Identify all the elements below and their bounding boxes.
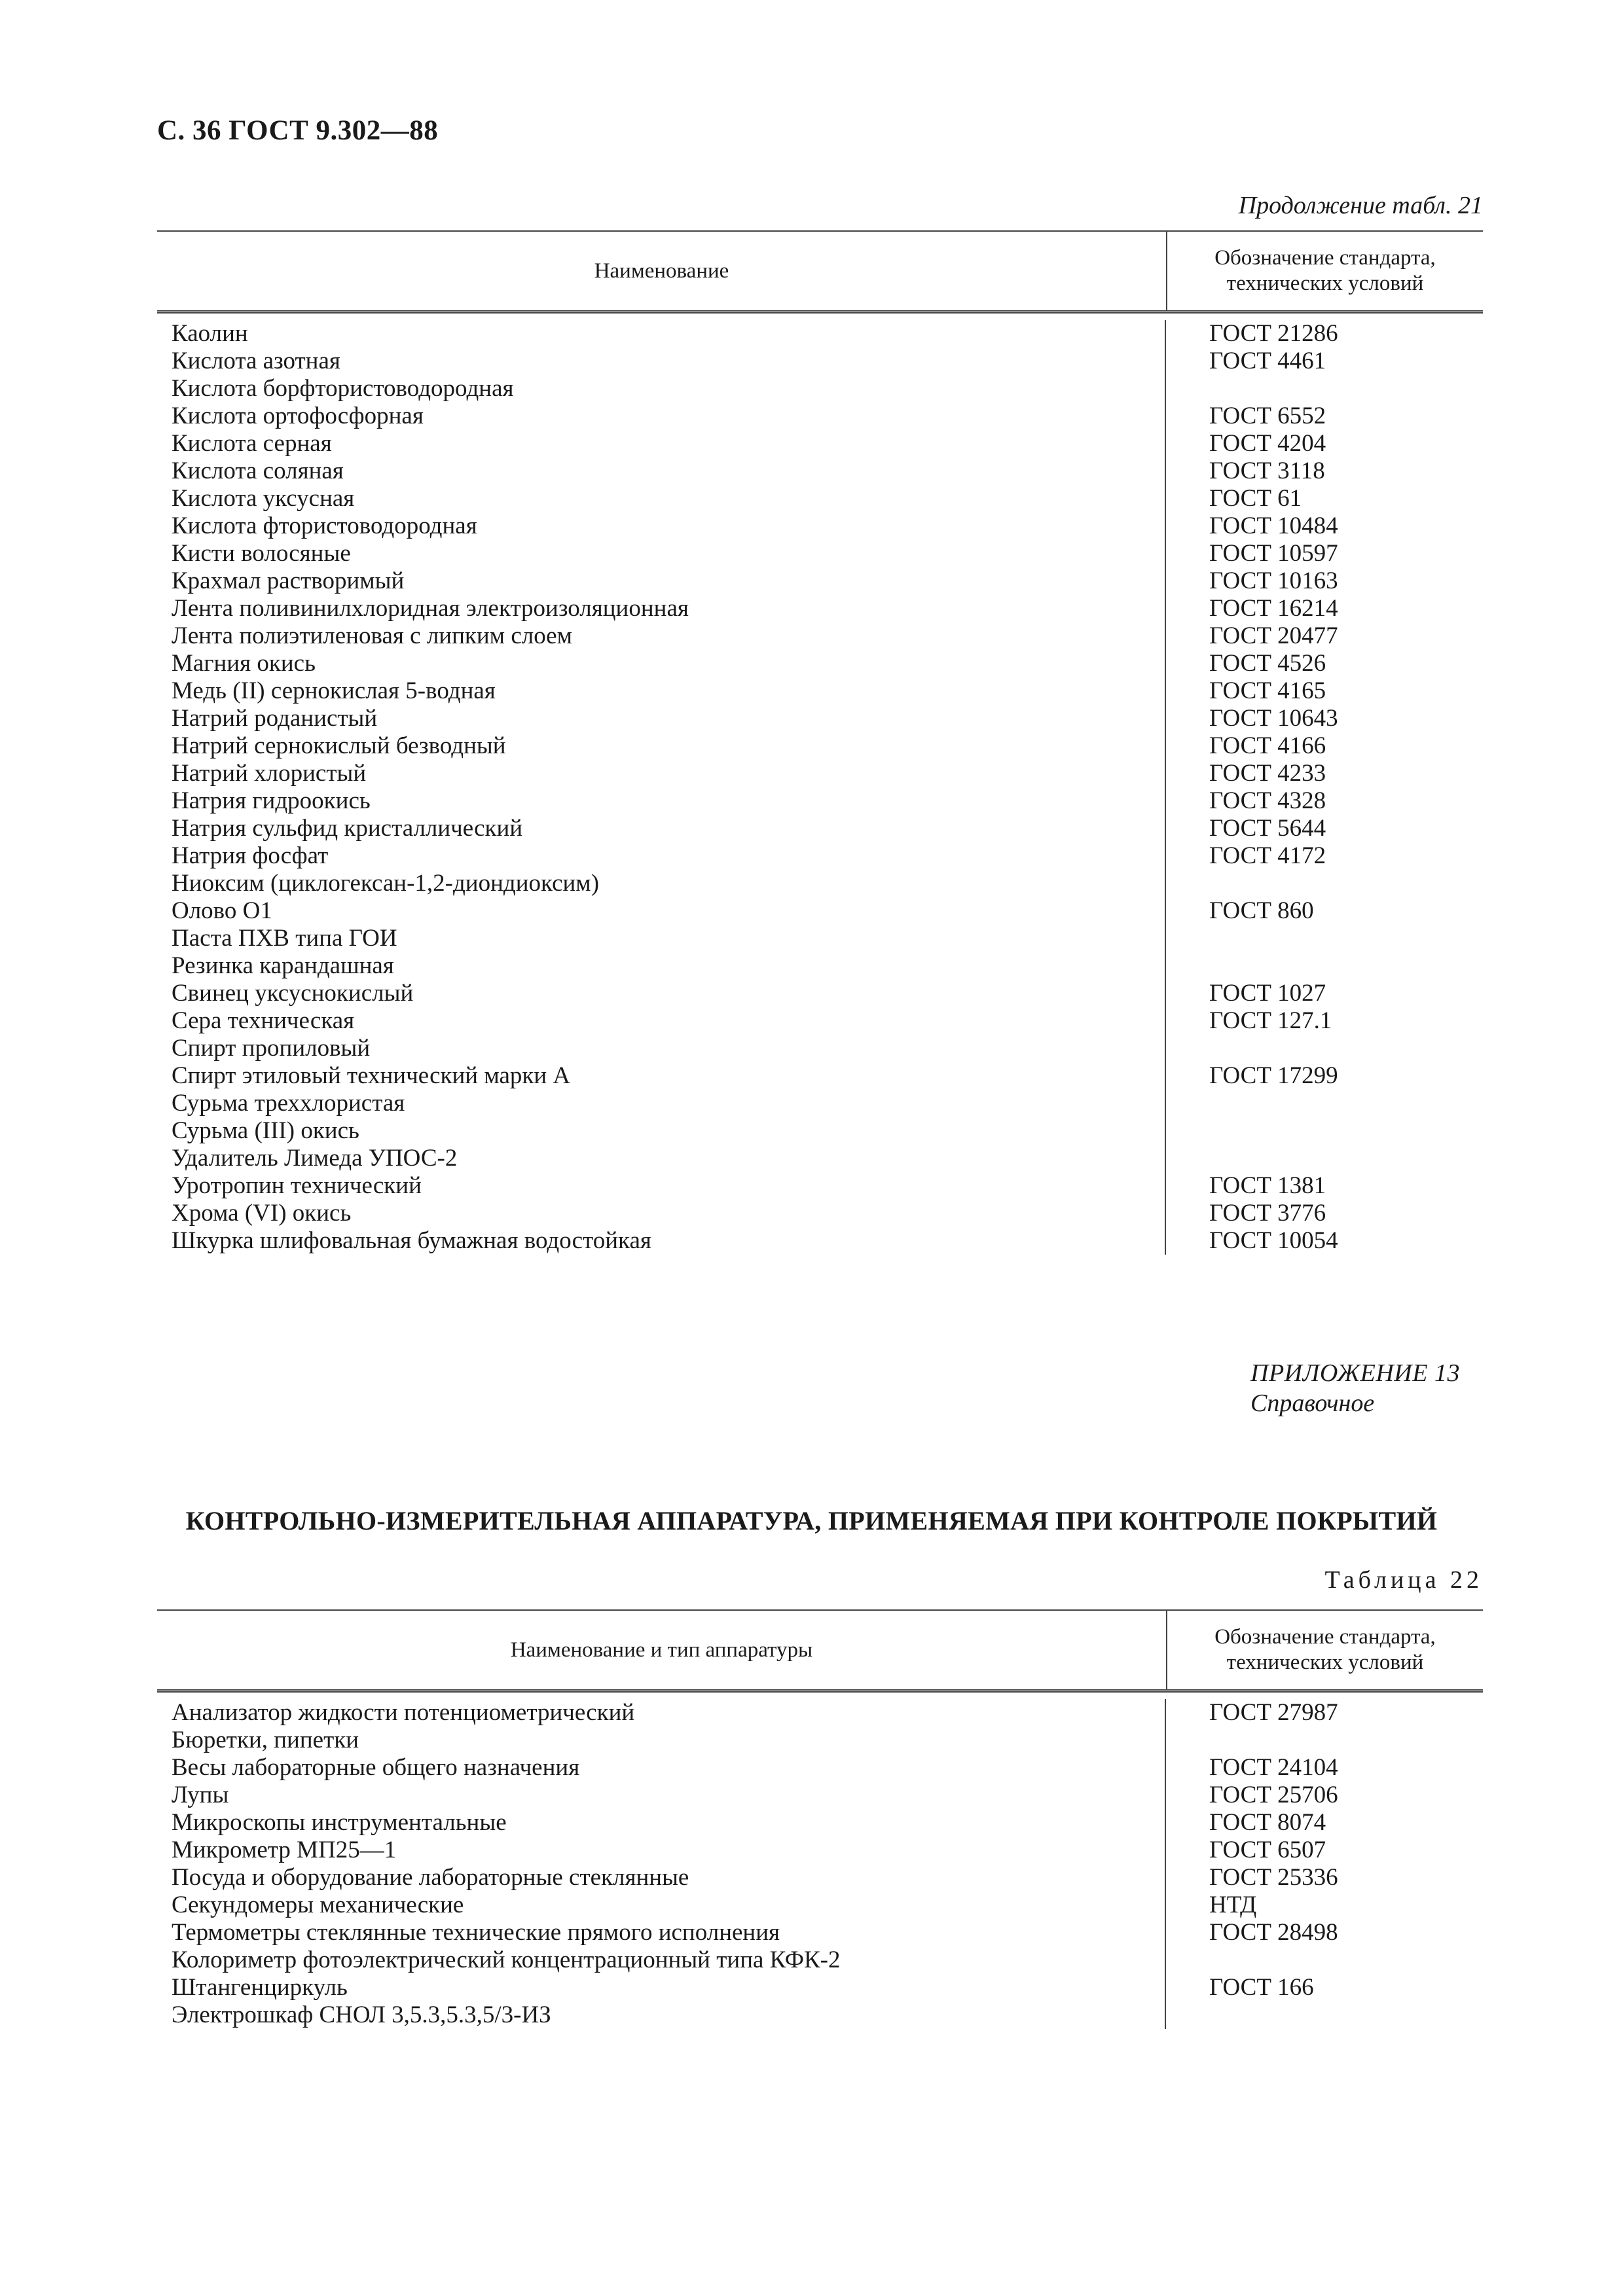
cell-standard: ГОСТ 24104 — [1209, 1754, 1338, 1781]
cell-name: Кислота ортофосфорная — [157, 403, 1166, 430]
table-row — [157, 842, 1483, 870]
cell-standard: ГОСТ 4233 — [1209, 760, 1326, 787]
cell-name: Удалитель Лимеда УПОС-2 — [157, 1145, 1166, 1172]
cell-name: Кислота фтористоводородная — [157, 512, 1166, 540]
column-header-standard-line2: технических условий — [1226, 272, 1424, 295]
table-row — [157, 430, 1483, 457]
table-row — [157, 348, 1483, 375]
cell-standard: ГОСТ 1381 — [1209, 1172, 1326, 1199]
cell-name: Натрия гидроокись — [157, 787, 1166, 815]
table-row — [157, 1145, 1483, 1172]
table-row — [157, 1035, 1483, 1062]
cell-standard — [1166, 925, 1483, 952]
cell-standard: ГОСТ 3118 — [1209, 457, 1325, 484]
table-row — [157, 732, 1483, 760]
cell-standard: ГОСТ 6507 — [1209, 1837, 1326, 1863]
table-row — [157, 540, 1483, 567]
column-header-standard-line1: Обозначение стандарта, — [1214, 246, 1436, 270]
cell-standard — [1166, 1946, 1483, 1974]
cell-name: Кислота соляная — [157, 457, 1166, 485]
cell-name: Спирт пропиловый — [157, 1035, 1166, 1062]
table-row — [157, 815, 1483, 842]
table-row — [157, 925, 1483, 952]
cell-name: Крахмал растворимый — [157, 567, 1166, 595]
cell-name: Секундомеры механические — [157, 1892, 1166, 1919]
table-row — [157, 897, 1483, 925]
table-row — [157, 1090, 1483, 1117]
cell-standard: ГОСТ 860 — [1209, 897, 1314, 924]
cell-standard: ГОСТ 3776 — [1209, 1200, 1326, 1227]
appendix-number: ПРИЛОЖЕНИЕ 13 — [1250, 1359, 1460, 1387]
table-row — [157, 980, 1483, 1007]
cell-name: Уротропин технический — [157, 1172, 1166, 1200]
table-row — [157, 1809, 1483, 1837]
table-row — [157, 1974, 1483, 2001]
table-row — [157, 595, 1483, 622]
cell-standard: ГОСТ 25706 — [1209, 1782, 1338, 1808]
cell-name: Хрома (VI) окись — [157, 1200, 1166, 1227]
cell-standard: ГОСТ 21286 — [1209, 320, 1338, 347]
page-header: С. 36 ГОСТ 9.302—88 — [157, 115, 439, 146]
table-row — [157, 952, 1483, 980]
table-row — [157, 1699, 1483, 1727]
column-header-name: Наименование и тип аппаратуры — [157, 1611, 1167, 1689]
table-row — [157, 1892, 1483, 1919]
cell-standard: ГОСТ 4526 — [1209, 650, 1326, 677]
table-row — [157, 512, 1483, 540]
cell-name: Штангенциркуль — [157, 1974, 1166, 2001]
cell-name: Анализатор жидкости потенциометрический — [157, 1699, 1166, 1727]
column-header-standard — [1167, 1611, 1483, 1689]
table-row — [157, 787, 1483, 815]
cell-standard: ГОСТ 127.1 — [1209, 1007, 1332, 1034]
cell-standard: ГОСТ 10484 — [1209, 512, 1338, 539]
table-row — [157, 567, 1483, 595]
cell-name: Олово О1 — [157, 897, 1166, 925]
table-row — [157, 1200, 1483, 1227]
table-row — [157, 2001, 1483, 2029]
cell-name: Сера техническая — [157, 1007, 1166, 1035]
cell-name: Натрий хлористый — [157, 760, 1166, 787]
cell-name: Сурьма треххлористая — [157, 1090, 1166, 1117]
cell-standard: ГОСТ 4172 — [1209, 842, 1326, 869]
cell-name: Кисти волосяные — [157, 540, 1166, 567]
cell-standard: ГОСТ 27987 — [1209, 1699, 1338, 1726]
cell-name: Свинец уксуснокислый — [157, 980, 1166, 1007]
table-22-label: Таблица 22 — [1324, 1566, 1483, 1594]
table-row — [157, 1782, 1483, 1809]
table-row — [157, 1864, 1483, 1892]
cell-standard — [1166, 375, 1483, 403]
appendix-type: Справочное — [1250, 1390, 1375, 1417]
cell-standard: ГОСТ 25336 — [1209, 1864, 1338, 1891]
table-row — [157, 622, 1483, 650]
cell-name: Лупы — [157, 1782, 1166, 1809]
table-row — [157, 1727, 1483, 1754]
table-row — [157, 320, 1483, 348]
table-row — [157, 1007, 1483, 1035]
cell-name: Кислота азотная — [157, 348, 1166, 375]
cell-standard: ГОСТ 4461 — [1209, 348, 1326, 374]
cell-name: Бюретки, пипетки — [157, 1727, 1166, 1754]
table-row — [157, 375, 1483, 403]
table-row — [157, 760, 1483, 787]
table-row — [157, 1227, 1483, 1255]
cell-standard — [1166, 2001, 1483, 2029]
cell-standard — [1166, 1090, 1483, 1117]
column-header-name: Наименование — [157, 232, 1167, 310]
cell-standard: ГОСТ 6552 — [1209, 403, 1326, 429]
cell-standard: ГОСТ 4165 — [1209, 677, 1326, 704]
cell-name: Ниоксим (циклогексан-1,2-диондиоксим) — [157, 870, 1166, 897]
table-body — [157, 314, 1483, 1255]
cell-standard: НТД — [1209, 1892, 1257, 1918]
cell-standard: ГОСТ 10054 — [1209, 1227, 1338, 1254]
cell-standard: ГОСТ 4328 — [1209, 787, 1326, 814]
cell-name: Весы лабораторные общего назначения — [157, 1754, 1166, 1782]
table-22 — [157, 1609, 1483, 2029]
table-row — [157, 403, 1483, 430]
cell-standard — [1166, 1145, 1483, 1172]
cell-name: Микроскопы инструментальные — [157, 1809, 1166, 1837]
table-row — [157, 870, 1483, 897]
cell-standard — [1166, 870, 1483, 897]
cell-name: Электрошкаф СНОЛ 3,5.3,5.3,5/3-ИЗ — [157, 2001, 1166, 2029]
table-row — [157, 485, 1483, 512]
cell-name: Каолин — [157, 320, 1166, 348]
cell-name: Кислота уксусная — [157, 485, 1166, 512]
table-row — [157, 457, 1483, 485]
cell-standard: ГОСТ 10597 — [1209, 540, 1338, 567]
cell-name: Лента полиэтиленовая с липким слоем — [157, 622, 1166, 650]
column-header-standard — [1167, 232, 1483, 310]
cell-standard: ГОСТ 166 — [1209, 1974, 1314, 2001]
cell-standard: ГОСТ 16214 — [1209, 595, 1338, 622]
cell-name: Лента поливинилхлоридная электроизоляционная — [157, 595, 1166, 622]
cell-name: Кислота борфтористоводородная — [157, 375, 1166, 403]
cell-standard: ГОСТ 20477 — [1209, 622, 1338, 649]
cell-standard: ГОСТ 5644 — [1209, 815, 1326, 842]
table-body — [157, 1693, 1483, 2029]
cell-standard: ГОСТ 17299 — [1209, 1062, 1338, 1089]
cell-standard: ГОСТ 61 — [1209, 485, 1302, 512]
cell-name: Кислота серная — [157, 430, 1166, 457]
table-row — [157, 1754, 1483, 1782]
section-title: КОНТРОЛЬНО-ИЗМЕРИТЕЛЬНАЯ АППАРАТУРА, ПРИМЕНЯЕМАЯ ПРИ КОНТРОЛЕ ПОКРЫТИЙ — [185, 1506, 1438, 1535]
cell-name: Колориметр фотоэлектрический концентрационный типа КФК-2 — [157, 1946, 1166, 1974]
table-row — [157, 1062, 1483, 1090]
cell-name: Натрий роданистый — [157, 705, 1166, 732]
cell-standard — [1166, 1727, 1483, 1754]
cell-name: Сурьма (III) окись — [157, 1117, 1166, 1145]
table-row — [157, 677, 1483, 705]
cell-standard — [1166, 952, 1483, 980]
cell-standard: ГОСТ 4204 — [1209, 430, 1326, 457]
cell-name: Микрометр МП25—1 — [157, 1837, 1166, 1864]
cell-name: Магния окись — [157, 650, 1166, 677]
table-row — [157, 1172, 1483, 1200]
cell-name: Резинка карандашная — [157, 952, 1166, 980]
cell-standard: ГОСТ 4166 — [1209, 732, 1326, 759]
table-21 — [157, 230, 1483, 1255]
table-row — [157, 1837, 1483, 1864]
table-row — [157, 1117, 1483, 1145]
cell-standard: ГОСТ 28498 — [1209, 1919, 1338, 1946]
table-row — [157, 705, 1483, 732]
cell-name: Посуда и оборудование лабораторные стеклянные — [157, 1864, 1166, 1892]
cell-standard: ГОСТ 1027 — [1209, 980, 1326, 1007]
cell-name: Термометры стеклянные технические прямого исполнения — [157, 1919, 1166, 1946]
cell-standard: ГОСТ 8074 — [1209, 1809, 1326, 1836]
appendix-heading — [1250, 1358, 1460, 1418]
cell-name: Медь (II) сернокислая 5-водная — [157, 677, 1166, 705]
column-header-standard-line1: Обозначение стандарта, — [1214, 1625, 1436, 1649]
table-continuation-label: Продолжение табл. 21 — [1238, 192, 1483, 219]
table-header — [157, 230, 1483, 314]
cell-standard: ГОСТ 10643 — [1209, 705, 1338, 732]
cell-standard — [1166, 1117, 1483, 1145]
cell-name: Спирт этиловый технический марки А — [157, 1062, 1166, 1090]
cell-name: Паста ПХВ типа ГОИ — [157, 925, 1166, 952]
cell-standard: ГОСТ 10163 — [1209, 567, 1338, 594]
cell-name: Натрий сернокислый безводный — [157, 732, 1166, 760]
cell-name: Натрия фосфат — [157, 842, 1166, 870]
table-row — [157, 1946, 1483, 1974]
column-header-standard-line2: технических условий — [1226, 1651, 1424, 1674]
cell-standard — [1166, 1035, 1483, 1062]
table-row — [157, 650, 1483, 677]
cell-name: Шкурка шлифовальная бумажная водостойкая — [157, 1227, 1166, 1255]
table-header — [157, 1609, 1483, 1693]
table-row — [157, 1919, 1483, 1946]
cell-name: Натрия сульфид кристаллический — [157, 815, 1166, 842]
